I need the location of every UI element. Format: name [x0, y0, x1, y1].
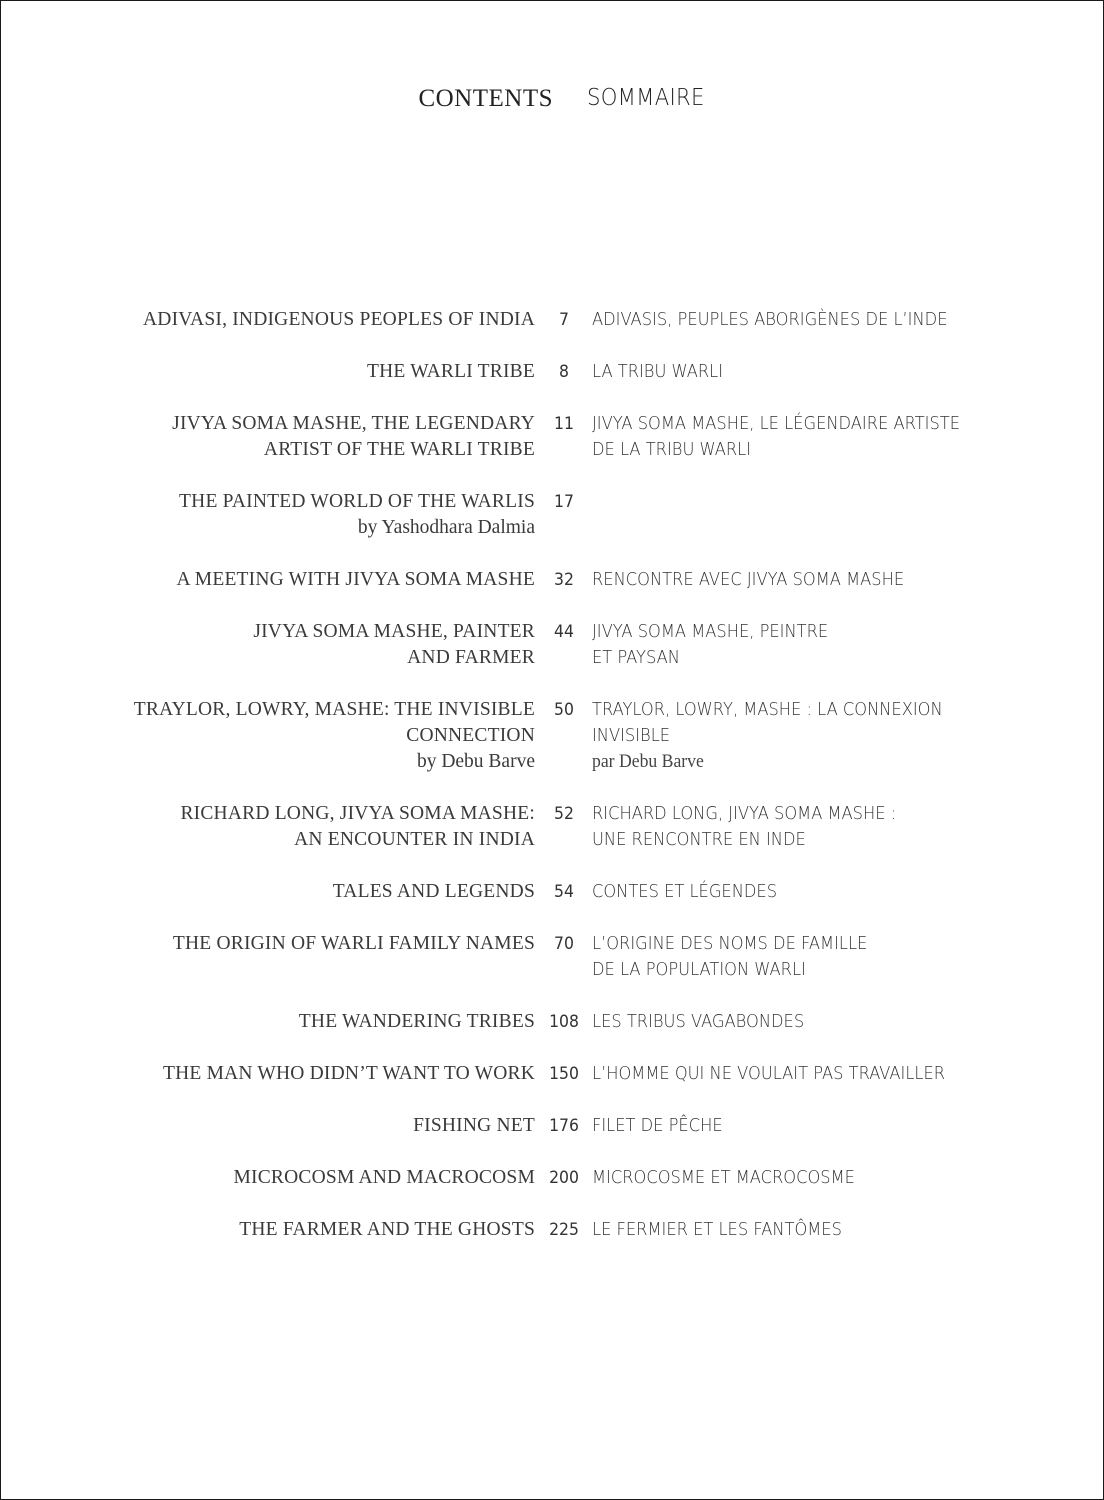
english-title	[413, 1113, 535, 1139]
english-title-line: AND FARMER	[407, 647, 535, 668]
english-title	[253, 619, 535, 671]
french-title-line: JIVYA SOMA MASHE, LE LÉGENDAIRE ARTISTE	[592, 414, 961, 434]
english-title	[179, 489, 535, 541]
english-title	[173, 931, 535, 957]
french-title-line: DE LA POPULATION WARLI	[592, 960, 806, 980]
french-title	[592, 879, 777, 905]
english-title-line: THE ORIGIN OF WARLI FAMILY NAMES	[172, 933, 535, 954]
french-title-line: UNE RENCONTRE EN INDE	[592, 830, 806, 850]
page-number: 108	[549, 1012, 579, 1032]
english-title-line: THE FARMER AND THE GHOSTS	[239, 1219, 535, 1240]
english-title	[367, 359, 535, 385]
english-title-line: THE PAINTED WORLD OF THE WARLIS	[179, 491, 535, 512]
french-title	[592, 1113, 723, 1139]
page-number: 225	[549, 1220, 579, 1240]
english-title	[143, 307, 535, 333]
english-title-line: THE WANDERING TRIBES	[298, 1011, 535, 1032]
english-title	[177, 567, 535, 593]
french-title	[592, 1061, 945, 1087]
french-title-line: TRAYLOR, LOWRY, MASHE : LA CONNEXION	[592, 700, 943, 720]
english-title	[299, 1009, 535, 1035]
french-title-line: LE FERMIER ET LES FANTÔMES	[592, 1220, 842, 1240]
page-number: 70	[554, 934, 574, 954]
contents-heading: CONTENTS	[418, 85, 553, 112]
page-number: 50	[554, 700, 574, 720]
english-title-line: THE WARLI TRIBE	[366, 361, 535, 382]
french-title-line: LES TRIBUS VAGABONDES	[592, 1012, 805, 1032]
page-number: 200	[549, 1168, 579, 1188]
english-title-line: MICROCOSM AND MACROCOSM	[233, 1167, 535, 1188]
page-number: 7	[559, 310, 569, 330]
french-title-line: DE LA TRIBU WARLI	[592, 440, 752, 460]
english-title-line: FISHING NET	[413, 1115, 535, 1136]
french-title-line: L’ORIGINE DES NOMS DE FAMILLE	[592, 934, 868, 954]
french-title	[592, 1165, 855, 1191]
french-title-line: L’HOMME QUI NE VOULAIT PAS TRAVAILLER	[592, 1064, 946, 1084]
english-title	[134, 697, 535, 775]
french-title-line: ADIVASIS, PEUPLES ABORIGÈNES DE L’INDE	[592, 310, 948, 330]
page-number: 8	[559, 362, 569, 382]
english-title	[239, 1217, 535, 1243]
page-number: 54	[554, 882, 574, 902]
french-title	[592, 697, 943, 775]
french-title-line: LA TRIBU WARLI	[592, 362, 724, 382]
page-number: 32	[554, 570, 574, 590]
english-title	[163, 1061, 535, 1087]
french-title	[592, 307, 947, 333]
page-number: 11	[554, 414, 574, 434]
english-title-line: RICHARD LONG, JIVYA SOMA MASHE:	[180, 803, 535, 824]
english-title-line: TALES AND LEGENDS	[332, 881, 535, 902]
english-title-line: A MEETING WITH JIVYA SOMA MASHE	[176, 569, 535, 590]
page-number: 17	[554, 492, 574, 512]
french-title	[592, 567, 904, 593]
french-author: par Debu Barve	[592, 751, 704, 772]
french-title-line: FILET DE PÊCHE	[592, 1116, 723, 1136]
english-title	[172, 411, 535, 463]
english-title-line: JIVYA SOMA MASHE, PAINTER	[253, 621, 535, 642]
french-title	[592, 359, 723, 385]
french-title	[592, 1217, 842, 1243]
english-title-line: THE MAN WHO DIDN’T WANT TO WORK	[163, 1063, 535, 1084]
french-title-line: RICHARD LONG, JIVYA SOMA MASHE :	[592, 804, 897, 824]
french-title-line: MICROCOSME ET MACROCOSME	[592, 1168, 855, 1188]
french-title	[592, 619, 828, 671]
english-title-line: AN ENCOUNTER IN INDIA	[294, 829, 535, 850]
french-title-line: ET PAYSAN	[592, 648, 680, 668]
english-title-line: TRAYLOR, LOWRY, MASHE: THE INVISIBLE	[133, 699, 535, 720]
english-title	[233, 1165, 535, 1191]
french-title	[592, 1009, 804, 1035]
english-author: by Debu Barve	[416, 751, 535, 772]
english-title-line: ARTIST OF THE WARLI TRIBE	[263, 439, 535, 460]
french-title	[592, 931, 867, 983]
page-number: 176	[549, 1116, 579, 1136]
english-title-line: ADIVASI, INDIGENOUS PEOPLES OF INDIA	[143, 309, 535, 330]
page-number: 150	[549, 1064, 579, 1084]
english-author: by Yashodhara Dalmia	[357, 517, 535, 538]
english-title	[333, 879, 535, 905]
english-title-line: JIVYA SOMA MASHE, THE LEGENDARY	[172, 413, 535, 434]
english-title-line: CONNECTION	[406, 725, 535, 746]
french-title-line: CONTES ET LÉGENDES	[592, 882, 778, 902]
french-title	[592, 801, 896, 853]
french-title-line: RENCONTRE AVEC JIVYA SOMA MASHE	[592, 570, 905, 590]
french-title-line: INVISIBLE	[592, 726, 671, 746]
page-header	[1, 85, 1104, 119]
page-number: 52	[554, 804, 574, 824]
sommaire-heading: SOMMAIRE	[587, 85, 705, 111]
french-title	[592, 411, 960, 463]
french-title-line: JIVYA SOMA MASHE, PEINTRE	[592, 622, 829, 642]
english-title	[180, 801, 535, 853]
page-number: 44	[554, 622, 574, 642]
